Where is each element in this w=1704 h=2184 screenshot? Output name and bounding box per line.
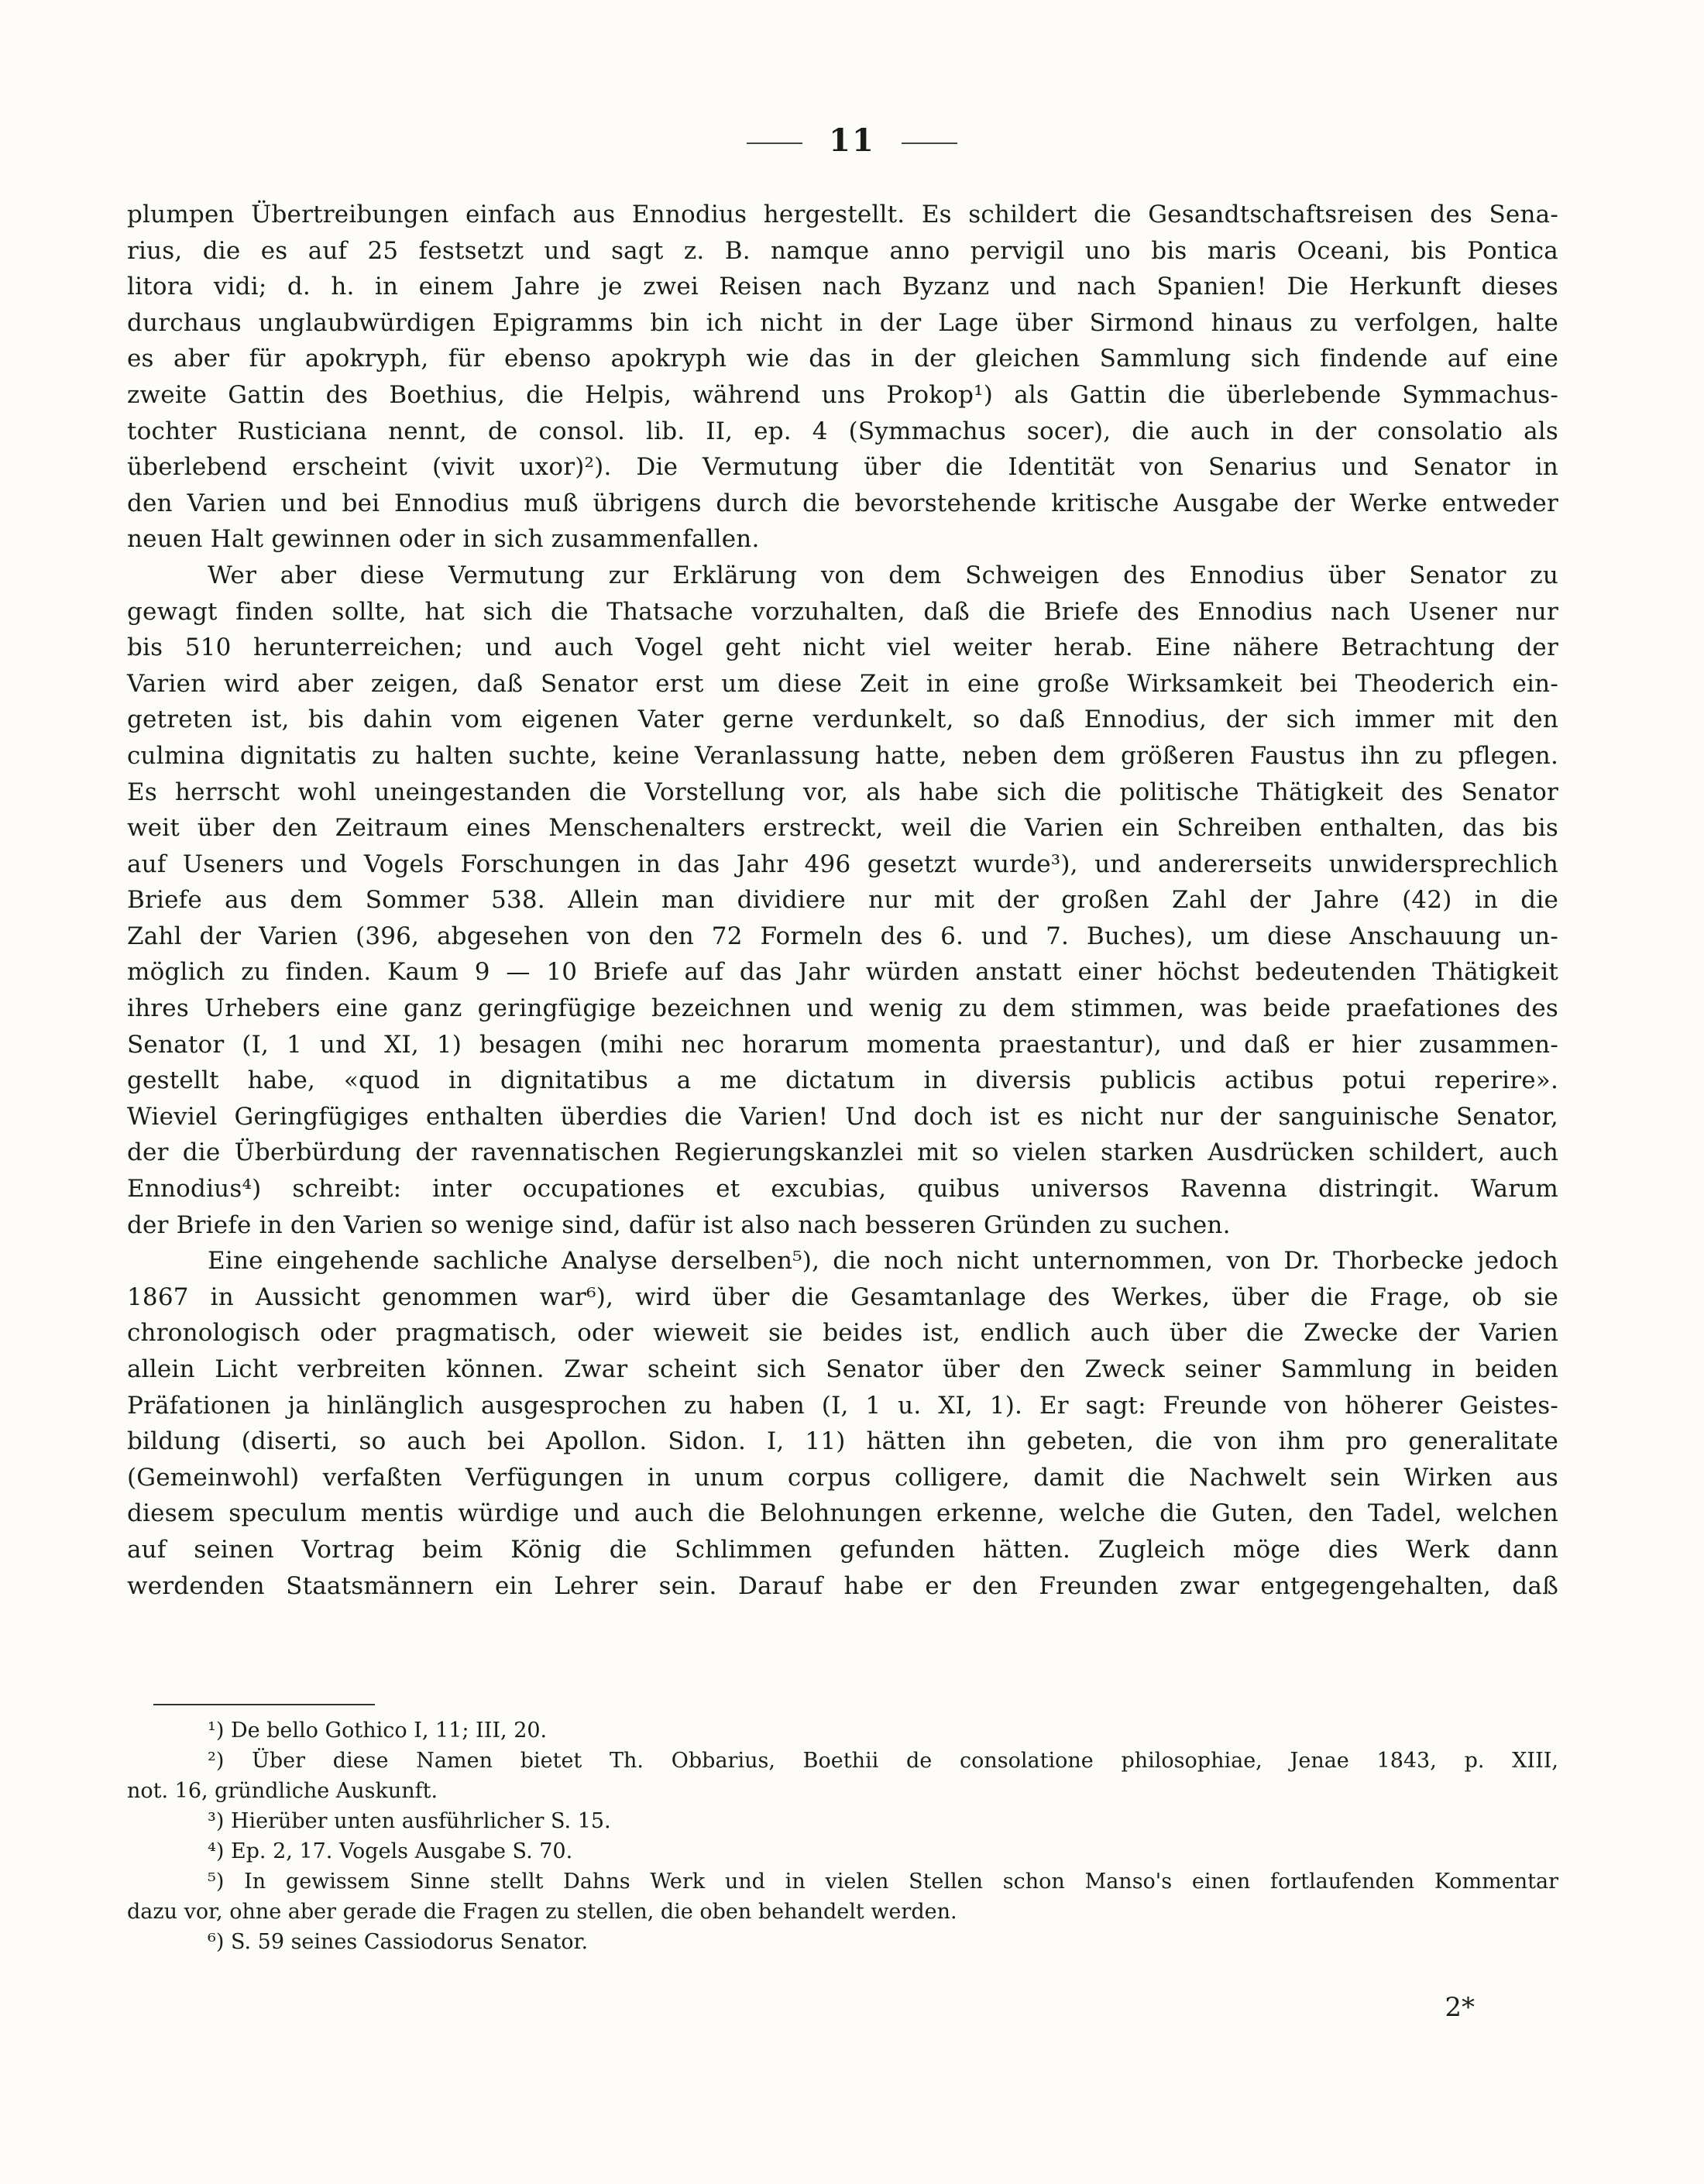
footnote-line: ⁵) In gewissem Sinne stellt Dahns Werk und in vielen Stellen schon Manso's einen fortlaufenden Kommentar <box>208 1870 1558 1894</box>
body-line: der die Überbürdung der ravennatischen Regierungskanzlei mit so vielen starken Ausdrücken schildert, auch <box>127 1138 1558 1167</box>
body-line: Ennodius⁴) schreibt: inter occupationes et excubias, quibus universos Ravenna distringit. Warum <box>127 1175 1558 1204</box>
body-line: auf seinen Vortrag beim König die Schlimmen gefunden hätten. Zugleich möge dies Werk dann <box>127 1535 1558 1564</box>
body-line: Zahl der Varien (396, abgesehen von den 72 Formeln des 6. und 7. Buches), um diese Anschauung un- <box>127 922 1558 950</box>
body-line: Wieviel Geringfügiges enthalten überdies die Varien! Und doch ist es nicht nur der sanguinische Senator, <box>127 1102 1558 1131</box>
body-line: bis 510 herunterreichen; und auch Vogel geht nicht viel weiter herab. Eine nähere Betrachtung der <box>127 634 1558 662</box>
body-line: rius, die es auf 25 festsetzt und sagt z. B. namque anno pervigil uno bis maris Oceani, bis Pontica <box>127 236 1558 265</box>
body-line: Wer aber diese Vermutung zur Erklärung von dem Schweigen des Ennodius über Senator zu <box>208 561 1558 589</box>
footnote-line: ⁴) Ep. 2, 17. Vogels Ausgabe S. 70. <box>208 1839 573 1863</box>
body-line: Briefe aus dem Sommer 538. Allein man dividiere nur mit der großen Zahl der Jahre (42) in die <box>127 886 1558 915</box>
body-line: culmina dignitatis zu halten suchte, keine Veranlassung hatte, neben dem größeren Faustus ihn zu pflegen. <box>127 741 1558 770</box>
body-line: gestellt habe, «quod in dignitatibus a me dictatum in diversis publicis actibus potui reperire». <box>127 1066 1558 1095</box>
body-line: plumpen Übertreibungen einfach aus Ennodius hergestellt. Es schildert die Gesandtschaftsreisen des Sena- <box>127 201 1558 228</box>
footnote-line: ²) Über diese Namen bietet Th. Obbarius, Boethii de consolatione philosophiae, Jenae 1843, p. XIII, <box>208 1749 1558 1773</box>
footnote-line: ³) Hierüber unten ausführlicher S. 15. <box>208 1809 611 1833</box>
body-line: Präfationen ja hinlänglich ausgesprochen zu haben (I, 1 u. XI, 1). Er sagt: Freunde von höherer Geistes- <box>127 1391 1558 1420</box>
body-line: bildung (diserti, so auch bei Apollon. Sidon. I, 11) hätten ihn gebeten, die von ihm pro generalitate <box>127 1427 1558 1456</box>
body-line: 1867 in Aussicht genommen war⁶), wird über die Gesamtanlage des Werkes, über die Frage, ob sie <box>127 1283 1558 1311</box>
signature-mark: 2* <box>1445 1992 1475 2023</box>
body-line: ihres Urhebers eine ganz geringfügige bezeichnen und wenig zu dem stimmen, was beide praefationes des <box>127 994 1558 1023</box>
body-line: es aber für apokryph, für ebenso apokryph wie das in der gleichen Sammlung sich findende auf eine <box>127 345 1558 373</box>
body-line: Eine eingehende sachliche Analyse derselben⁵), die noch nicht unternommen, von Dr. Thorbecke jedoch <box>208 1247 1558 1276</box>
footnote-line: not. 16, gründliche Auskunft. <box>127 1779 438 1803</box>
header-rule-right <box>902 143 957 144</box>
footnote-divider <box>153 1704 375 1705</box>
body-line: litora vidi; d. h. in einem Jahre je zwei Reisen nach Byzanz und nach Spanien! Die Herkunft dieses <box>127 273 1558 301</box>
body-line: Es herrscht wohl uneingestanden die Vorstellung vor, als habe sich die politische Thätigkeit des Senator <box>127 778 1558 806</box>
body-line: überlebend erscheint (vivit uxor)²). Die Vermutung über die Identität von Senarius und Senator in <box>127 453 1558 482</box>
body-line: gewagt finden sollte, hat sich die Thatsache vorzuhalten, daß die Briefe des Ennodius nach Usener nur <box>127 597 1558 626</box>
body-line: getreten ist, bis dahin vom eigenen Vater gerne verdunkelt, so daß Ennodius, der sich immer mit den <box>127 706 1558 734</box>
body-line: neuen Halt gewinnen oder in sich zusammenfallen. <box>127 525 760 554</box>
body-line: auf Useners und Vogels Forschungen in das Jahr 496 gesetzt wurde³), und andererseits unwidersprechlich <box>127 850 1558 878</box>
footnote-line: dazu vor, ohne aber gerade die Fragen zu stellen, die oben behandelt werden. <box>127 1900 957 1924</box>
body-text <box>127 197 1558 1604</box>
footnote-line: ¹) De bello Gothico I, 11; III, 20. <box>208 1719 548 1743</box>
body-line: chronologisch oder pragmatisch, oder wieweit sie beides ist, endlich auch über die Zwecke der Varien <box>127 1319 1558 1348</box>
body-line: weit über den Zeitraum eines Menschenalters erstreckt, weil die Varien ein Schreiben enthalten, das bis <box>127 814 1558 843</box>
body-line: (Gemeinwohl) verfaßten Verfügungen in unum corpus colligere, damit die Nachwelt sein Wirken aus <box>127 1463 1558 1492</box>
body-line: der Briefe in den Varien so wenige sind, dafür ist also nach besseren Gründen zu suchen. <box>127 1210 1231 1239</box>
body-line: werdenden Staatsmännern ein Lehrer sein. Darauf habe er den Freunden zwar entgegengehalten, daß <box>127 1571 1558 1600</box>
body-line: Varien wird aber zeigen, daß Senator erst um diese Zeit in eine große Wirksamkeit bei Theoderich ein- <box>127 669 1558 698</box>
page-number: 11 <box>829 122 875 159</box>
body-line: allein Licht verbreiten können. Zwar scheint sich Senator über den Zweck seiner Sammlung in beiden <box>127 1355 1558 1383</box>
body-line: zweite Gattin des Boethius, die Helpis, während uns Prokop¹) als Gattin die überlebende Symmachus- <box>127 380 1558 409</box>
body-line: den Varien und bei Ennodius muß übrigens durch die bevorstehende kritische Ausgabe der Werke entweder <box>127 489 1558 517</box>
header-rule-left <box>747 143 802 144</box>
body-line: Senator (I, 1 und XI, 1) besagen (mihi nec horarum momenta praestantur), und daß er hier zusammen- <box>127 1030 1558 1059</box>
body-line: durchaus unglaubwürdigen Epigramms bin ich nicht in der Lage über Sirmond hinaus zu verfolgen, halte <box>127 308 1558 337</box>
body-line: diesem speculum mentis würdige und auch die Belohnungen erkenne, welche die Guten, den Tadel, welchen <box>127 1499 1558 1528</box>
footnote-line: ⁶) S. 59 seines Cassiodorus Senator. <box>208 1930 589 1954</box>
body-line: tochter Rusticiana nennt, de consol. lib. II, ep. 4 (Symmachus socer), die auch in der consolatio als <box>127 417 1558 445</box>
page-header <box>0 122 1704 159</box>
footnotes <box>127 1715 1558 1957</box>
body-line: möglich zu finden. Kaum 9 — 10 Briefe auf das Jahr würden anstatt einer höchst bedeutenden Thätigkeit <box>127 958 1558 987</box>
